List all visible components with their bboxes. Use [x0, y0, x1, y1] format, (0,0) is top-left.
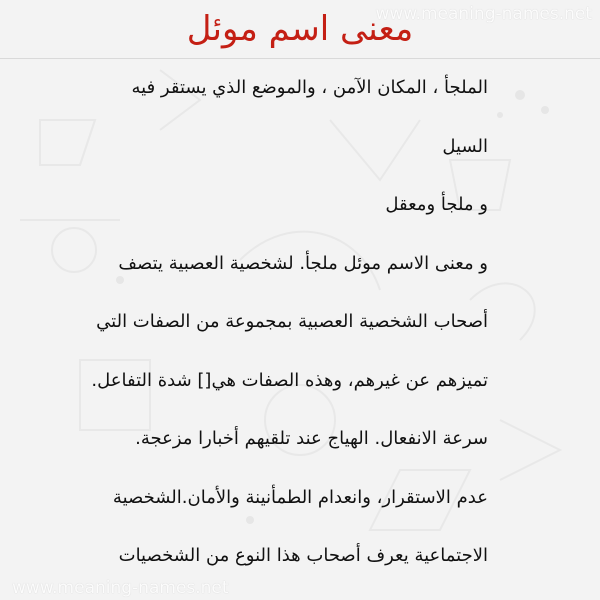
text-line: الملجأ ، المكان الآمن ، والموضع الذي يستقر فيه	[131, 77, 488, 98]
text-line: السيل	[442, 135, 488, 157]
watermark-top: www.meaning-names.net	[375, 4, 592, 24]
text-line: سرعة الانفعال. الهياج عند تلقيهم أخبارا مزعجة.	[135, 428, 488, 449]
text-line: الاجتماعية يعرف أصحاب هذا النوع من الشخصيات	[118, 545, 488, 566]
text-line: أصحاب الشخصية العصبية بمجموعة من الصفات التي	[96, 311, 488, 332]
page-title: معنى اسم موئل	[186, 9, 414, 49]
text-line: و معنى الاسم موئل ملجأ. لشخصية العصبية يتصف	[118, 252, 488, 274]
meaning-text-block	[68, 70, 488, 597]
text-line: تميزهم عن غيرهم، وهذه الصفات هي[] شدة التفاعل.	[91, 369, 488, 391]
title-divider	[0, 58, 600, 59]
watermark-bottom: www.meaning-names.net	[12, 578, 229, 598]
text-line: و ملجأ ومعقل	[385, 194, 488, 215]
text-line: عدم الاستقرار، وانعدام الطمأنينة والأمان.الشخصية	[112, 486, 488, 508]
title-bar	[0, 0, 600, 58]
